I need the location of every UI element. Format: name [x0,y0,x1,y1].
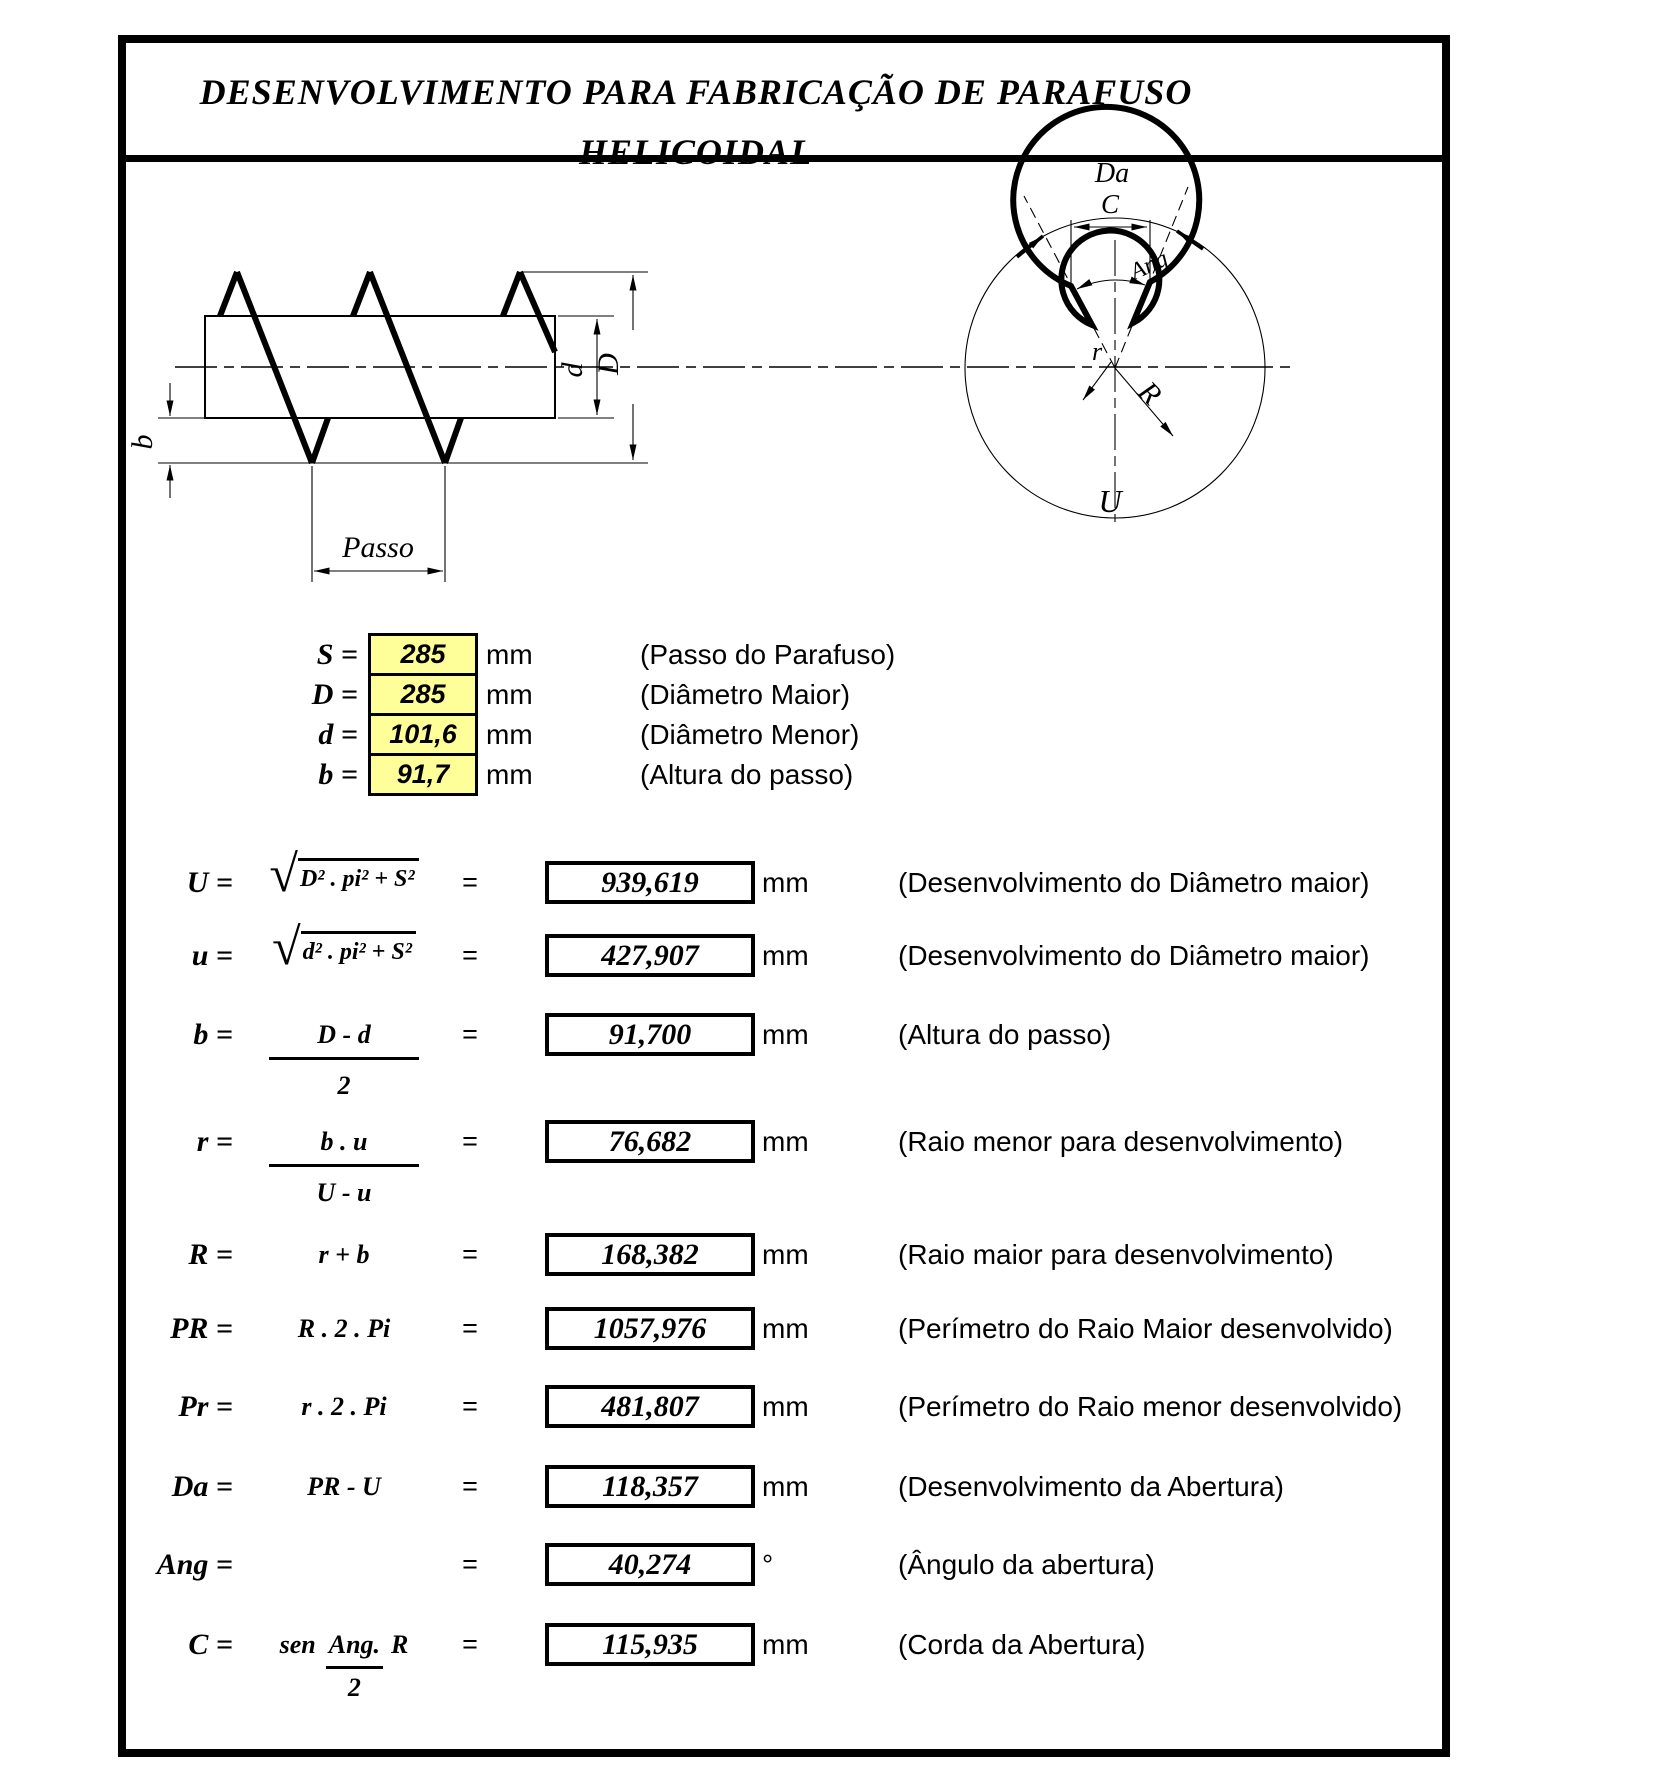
fraction-denominator: 2 [337,1071,351,1100]
equals-sign: = [462,867,478,897]
b-dim-label: b [126,434,159,450]
result-cell-Da [545,1465,755,1508]
result-symbol-Pr: Pr = [178,1390,233,1423]
result-symbol-U: U = [186,866,233,899]
fraction-numerator: D - d [317,1020,371,1049]
input-desc-b: (Altura do passo) [640,759,854,790]
input-symbol-b: b = [318,758,358,791]
equals-sign: = [462,1629,478,1659]
result-formula-b [238,1013,450,1112]
U-dim-label: U [1098,483,1122,519]
result-desc-C: (Corda da Abertura) [898,1629,1146,1660]
passo-dim-label: Passo [342,531,414,564]
result-desc-u: (Desenvolvimento do Diâmetro maior) [898,940,1370,971]
equals-sign: = [462,1391,478,1421]
radicand: d² . pi² + S² [301,931,416,967]
d-dim-label: d [556,362,589,378]
fraction-denominator: U - u [316,1178,372,1207]
result-value-Pr: 481,807 [601,1389,699,1423]
result-symbol-Ang: Ang = [156,1548,233,1581]
result-value-R: 168,382 [601,1237,699,1271]
result-symbol-b: b = [193,1018,233,1051]
result-value-PR: 1057,976 [593,1311,707,1345]
page-title: DESENVOLVIMENTO PARA FABRICAÇÃO DE PARAFUSO HELICOIDAL [199,72,1193,172]
ang-dim-label: Ang [1126,245,1173,286]
helix-segment [220,272,237,316]
screw-side-view [126,272,648,582]
ang-arc-arrow [1077,280,1115,289]
input-symbol-d: d = [318,718,358,751]
input-value-S: 285 [400,639,446,669]
result-unit-C: mm [762,1629,809,1660]
result-formula-Da: PR - U [307,1472,381,1501]
sen-function: sen [279,1630,316,1659]
result-unit-b: mm [762,1019,809,1050]
result-formula-Pr: r . 2 . Pi [301,1392,387,1421]
result-formula-u [238,919,450,976]
result-desc-Da: (Desenvolvimento da Abertura) [898,1471,1284,1502]
result-cell-PR [545,1307,755,1350]
equals-sign: = [462,1549,478,1579]
helix-segment [445,418,461,463]
equals-sign: = [462,1313,478,1343]
input-value-D: 285 [400,679,446,709]
result-desc-R: (Raio maior para desenvolvimento) [898,1239,1334,1270]
radicand: D² . pi² + S² [298,858,419,894]
result-unit-Da: mm [762,1471,809,1502]
input-cell-b[interactable] [368,753,478,796]
equals-sign: = [462,940,478,970]
Da-dim-label: Da [1094,158,1130,189]
helix-segment [312,418,328,463]
result-value-C: 115,935 [602,1627,698,1661]
result-unit-PR: mm [762,1313,809,1344]
input-unit-D: mm [486,679,533,710]
equals-sign: = [462,1019,478,1049]
input-desc-S: (Passo do Parafuso) [640,639,896,670]
result-desc-r: (Raio menor para desenvolvimento) [898,1126,1344,1157]
result-symbol-u: u = [191,939,233,972]
result-cell-r [545,1120,755,1163]
result-value-U: 939,619 [601,865,699,899]
result-formula-U [238,846,450,903]
fraction-numerator: b . u [320,1127,368,1156]
result-unit-R: mm [762,1239,809,1270]
r-dim-label: r [1091,337,1103,366]
technical-drawings [0,0,1654,600]
radical-sign: √ [269,846,298,903]
input-unit-d: mm [486,719,533,750]
helix-segment [353,272,370,316]
result-value-b: 91,700 [608,1017,692,1051]
fraction-numerator: Ang. [326,1623,383,1669]
result-unit-Pr: mm [762,1391,809,1422]
result-desc-b: (Altura do passo) [898,1019,1112,1050]
R-dim-label: R [1131,375,1168,412]
result-desc-Ang: (Ângulo da abertura) [898,1549,1155,1580]
equals-sign: = [462,1126,478,1156]
input-cell-D[interactable] [368,673,478,716]
input-cell-d[interactable] [368,713,478,756]
helix-segment [520,272,555,352]
result-symbol-C: C = [188,1628,233,1661]
input-symbol-S: S = [316,638,358,671]
result-desc-Pr: (Perímetro do Raio menor desenvolvido) [898,1391,1403,1422]
result-cell-u [545,934,755,977]
formula-suffix: R [391,1630,409,1659]
radical-sign: √ [272,919,301,976]
input-value-d: 101,6 [389,719,457,749]
input-symbol-D: D = [311,678,358,711]
equals-sign: = [462,1471,478,1501]
result-symbol-PR: PR = [170,1312,233,1345]
result-value-Ang: 40,274 [608,1547,692,1581]
input-unit-b: mm [486,759,533,790]
ang-over-2-fraction [326,1623,383,1707]
result-cell-U [545,861,755,904]
result-formula-PR: R . 2 . Pi [297,1314,391,1343]
input-desc-D: (Diâmetro Maior) [640,679,851,710]
result-value-Da: 118,357 [602,1469,698,1503]
result-formula-C [238,1623,450,1707]
input-unit-S: mm [486,639,533,670]
result-unit-r: mm [762,1126,809,1157]
C-dim-label: C [1100,189,1120,219]
development-view [965,107,1265,522]
result-cell-Ang [545,1543,755,1586]
result-cell-b [545,1013,755,1056]
result-unit-u: mm [762,940,809,971]
result-cell-R [545,1233,755,1276]
result-unit-Ang: ° [762,1549,774,1580]
result-unit-U: mm [762,867,809,898]
result-formula-r [238,1120,450,1219]
equals-sign: = [462,1239,478,1269]
fraction-denominator: 2 [347,1673,361,1702]
D-dim-label: D [592,353,625,375]
input-desc-d: (Diâmetro Menor) [640,719,860,750]
result-symbol-Da: Da = [171,1470,233,1503]
helix-segment [503,272,520,316]
r-leader-arrow [1083,362,1111,400]
result-formula-R: r + b [318,1240,370,1269]
result-cell-C [545,1623,755,1666]
result-desc-U: (Desenvolvimento do Diâmetro maior) [898,867,1370,898]
input-value-b: 91,7 [396,759,450,789]
input-cell-S[interactable] [368,633,478,676]
result-desc-PR: (Perímetro do Raio Maior desenvolvido) [898,1313,1393,1344]
result-value-r: 76,682 [608,1124,692,1158]
result-symbol-r: r = [196,1125,233,1158]
result-cell-Pr [545,1385,755,1428]
result-symbol-R: R = [188,1238,233,1271]
result-value-u: 427,907 [601,938,699,972]
